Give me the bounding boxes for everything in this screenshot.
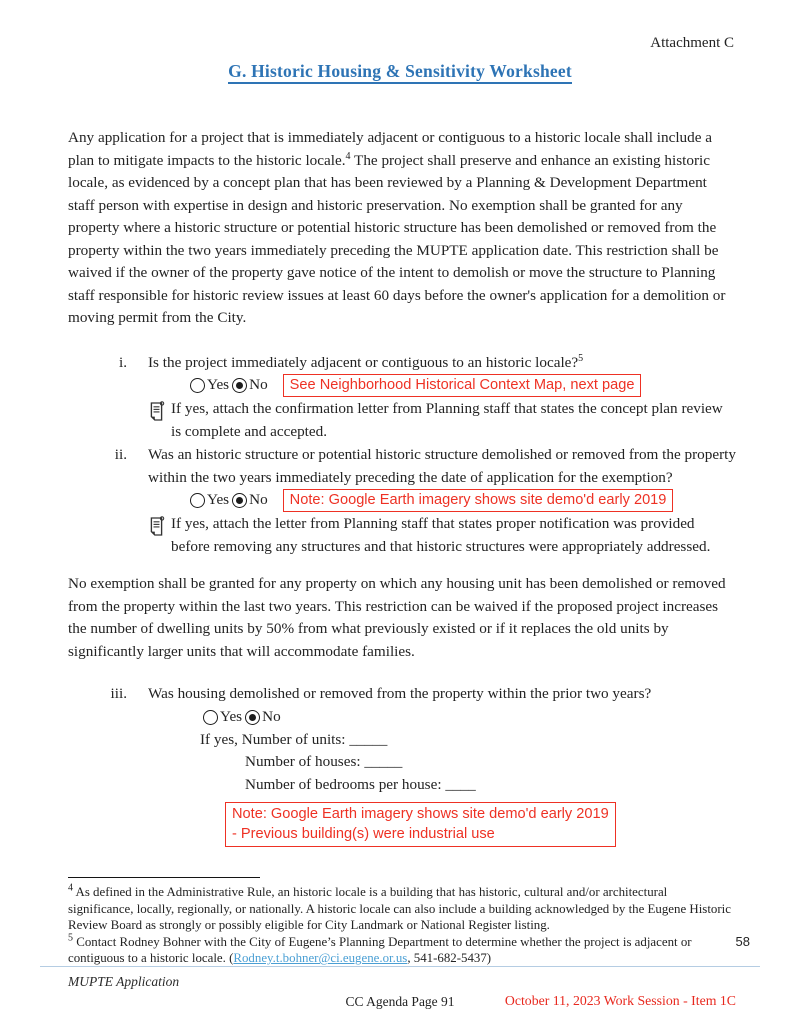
- footnote-ref-4: 4: [345, 150, 351, 162]
- item-iii-no-label: No: [262, 707, 281, 725]
- page-number: 58: [735, 934, 750, 949]
- item-iii-radio-yes[interactable]: [203, 710, 218, 725]
- item-i-numeral: i.: [118, 353, 127, 371]
- item-ii-radio-yes[interactable]: [190, 493, 205, 508]
- attachment-label: Attachment C: [650, 35, 734, 51]
- page-title: G. Historic Housing & Sensitivity Worksheet: [0, 61, 800, 82]
- footer-document-name: MUPTE Application: [68, 974, 180, 989]
- attachment-document-icon: [148, 398, 171, 443]
- question-item-ii: [68, 444, 736, 558]
- item-i-question: Is the project immediately adjacent or contiguous to an historic locale?$^5$: [148, 352, 584, 371]
- item-ii-reviewer-annotation: Note: Google Earth imagery shows site demo'd early 2019: [283, 489, 674, 512]
- item-i-radio-group: [190, 374, 736, 397]
- item-iii-houses-blank[interactable]: Number of houses: _____: [245, 753, 403, 770]
- attachment-document-icon: [148, 513, 171, 558]
- item-iii-radio-group: [203, 706, 736, 729]
- item-i-attach-note: If yes, attach the confirmation letter from Planning staff that states the concept plan review is complete and accepted.: [148, 398, 736, 443]
- footnote-5: $^5$ Contact Rodney Bohner with the City of Eugene’s Planning Department to determine whether the project is adjacent or contiguous to a historic locale. (Rodney.t.bohner@ci.eugene.or.us, 541-682-5437): [68, 932, 692, 966]
- item-ii-question: Was an historic structure or potential historic structure demolished or removed from the property within the two years immediately preceding the date of application for the exemption?: [148, 446, 736, 486]
- footer-agenda-page: CC Agenda Page 91: [345, 994, 455, 1009]
- footnote-4: $^4$ As defined in the Administrative Rule, an historic locale is a building that has historic, cultural and/or architectural significance, locally, regionally, or nationally. A historic locale can also include a building acknowledged by the Eugene Historic Review Board as strongly or possibly eligible for City Landmark or National Register listing.: [68, 882, 731, 933]
- email-link[interactable]: Rodney.t.bohner@ci.eugene.or.us: [233, 951, 408, 966]
- item-iii-numeral: iii.: [110, 685, 127, 702]
- item-ii-attach-note: If yes, attach the letter from Planning staff that states proper notification was provided before removing any structures and that historic structures were appropriately addressed.: [148, 513, 736, 558]
- item-i-yes-label: Yes: [207, 376, 230, 394]
- question-item-i: [68, 352, 736, 444]
- item-ii-radio-no[interactable]: [232, 493, 247, 508]
- footer-work-session: October 11, 2023 Work Session - Item 1C: [504, 993, 736, 1008]
- intro-paragraph: [68, 127, 736, 330]
- item-iii-units-blank[interactable]: If yes, Number of units: _____: [200, 730, 388, 748]
- item-i-radio-yes[interactable]: [190, 378, 205, 393]
- item-ii-no-label: No: [249, 491, 268, 509]
- item-ii-radio-group: [190, 489, 736, 512]
- item-i-radio-no[interactable]: [232, 378, 247, 393]
- item-iii-yes-label: Yes: [220, 707, 243, 725]
- question-item-iii: [68, 683, 736, 847]
- footnote-separator: [68, 877, 260, 878]
- second-paragraph: No exemption shall be granted for any property on which any housing unit has been demolished or removed from the property within the last two years. This restriction can be waived if the proposed project increases the number of dwelling units by 50% from what previously existed or if it replaces the old units by significantly larger units that will accommodate families.: [68, 575, 726, 660]
- item-iii-reviewer-annotation: Note: Google Earth imagery shows site demo'd early 2019 - Previous building(s) were industrial use: [225, 802, 616, 847]
- item-i-no-label: No: [249, 376, 268, 394]
- footnotes: [68, 884, 732, 967]
- item-ii-yes-label: Yes: [207, 491, 230, 509]
- item-ii-numeral: ii.: [114, 446, 127, 463]
- item-i-reviewer-annotation: See Neighborhood Historical Context Map, next page: [283, 374, 642, 397]
- intro-text-cont: The project shall preserve and enhance an existing historic locale, as evidenced by a concept plan that has been reviewed by a Planning & Development Department staff person with expertise in design and historic preservation. No exemption shall be granted for any property where a historic structure or potential historic structure has been demolished or removed from the property within the two years immediately preceding the MUPTE application date. This restriction shall be waived if the owner of the property gave notice of the intent to demolish or move the structure to Planning staff responsible for historic review issues at least 60 days before the owner's application for a demolition or moving permit from the City.: [68, 151, 726, 326]
- footnote-ref-5: 5: [578, 352, 584, 364]
- intro-text: Any application for a project that is immediately adjacent or contiguous to a historic locale shall include a plan to mitigate impacts to the historic locale.: [68, 129, 713, 169]
- item-iii-radio-no[interactable]: [245, 710, 260, 725]
- footer-rule: [40, 966, 760, 967]
- document-body: [68, 127, 736, 847]
- item-iii-bedrooms-blank[interactable]: Number of bedrooms per house: ____: [245, 775, 476, 793]
- item-iii-question: Was housing demolished or removed from the property within the prior two years?: [148, 685, 652, 702]
